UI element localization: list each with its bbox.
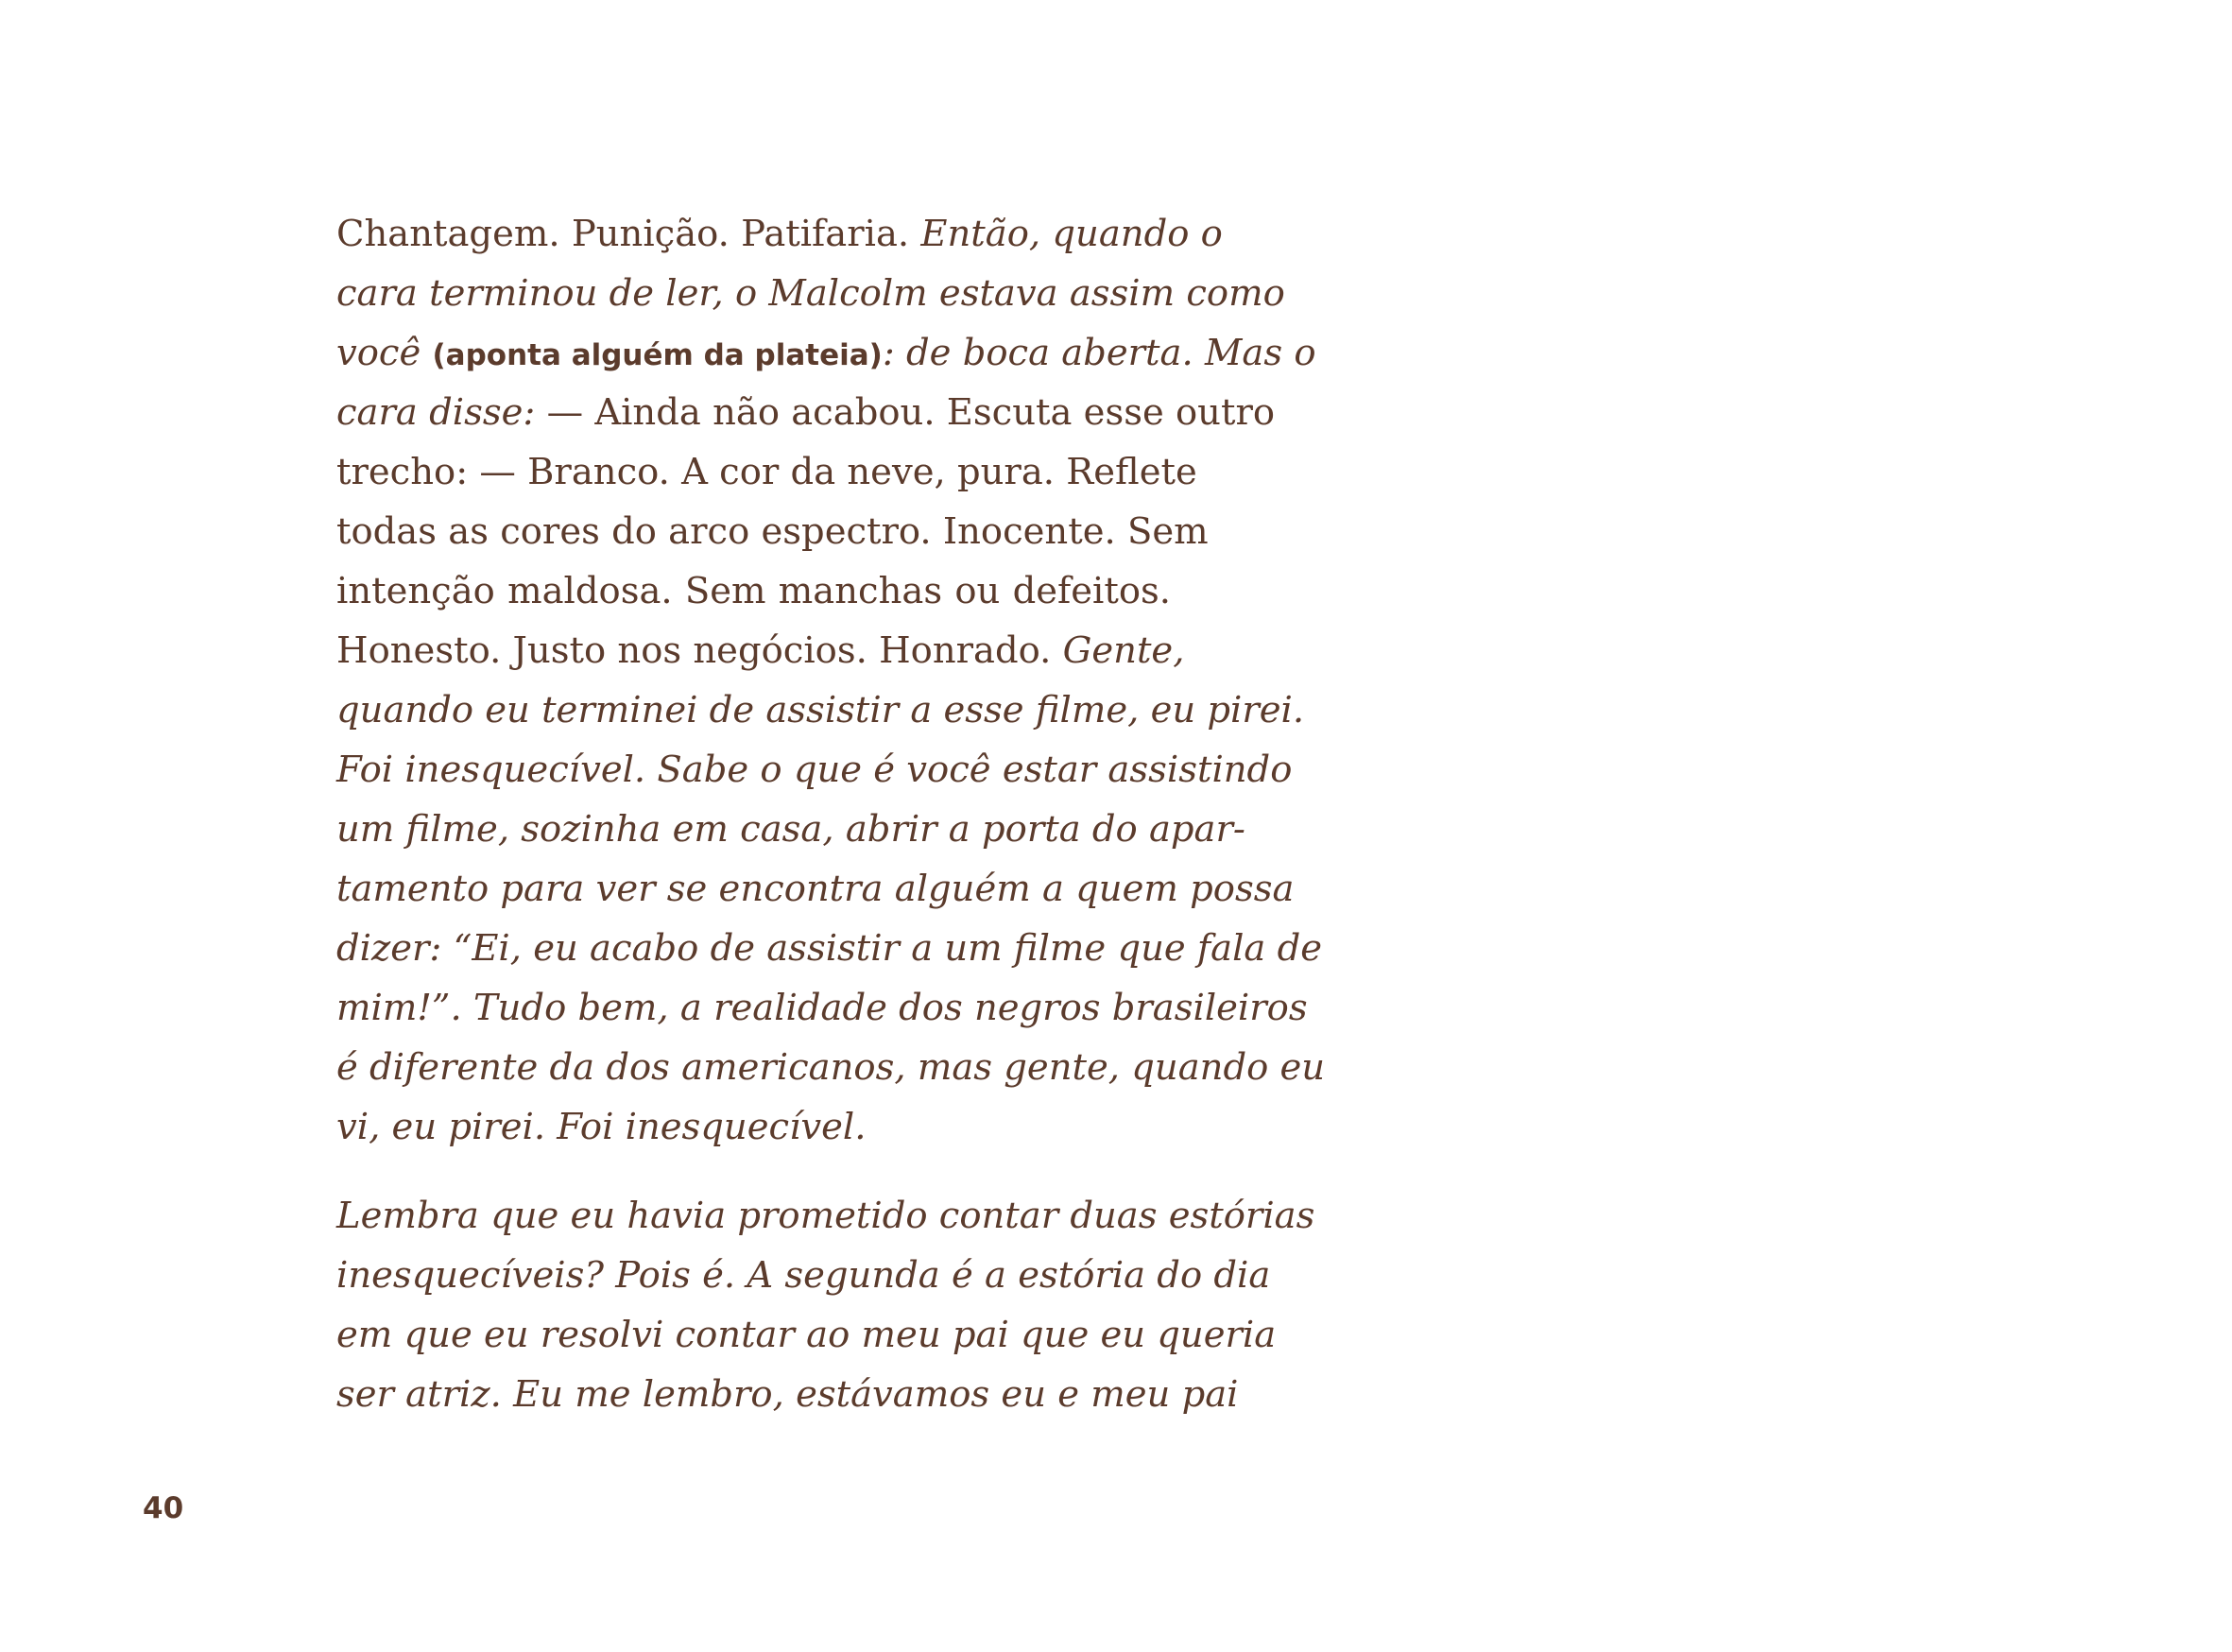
text-italic: inesquecíveis? Pois é. A segunda é a estória do dia [336,1254,1271,1297]
text-line [336,1246,1271,1305]
page-number: 40 [143,1491,184,1525]
text-line [336,1097,1171,1157]
body-text [336,204,1326,1424]
text-roman: Honesto. Justo nos negócios. Honrado. [336,629,1063,672]
text-line [336,1038,1326,1097]
text-line [336,1365,1239,1424]
text-italic: você [336,332,433,374]
text-italic: vi, eu pirei. Foi inesquecível. [336,1106,867,1148]
text-line [336,740,1293,800]
text-line [336,680,1305,740]
text-line [336,442,1197,502]
text-line [336,264,1285,323]
text-line [336,1305,1277,1365]
text-italic: ser atriz. Eu me lembro, estávamos eu e meu pai [336,1373,1239,1416]
stage-direction: (aponta alguém da plateia) [432,338,883,372]
text-italic: Lembra que eu havia prometido contar duas estórias [336,1195,1315,1237]
text-line [336,978,1308,1038]
text-italic: em que eu resolvi contar ao meu pai que eu queria [336,1314,1277,1356]
text-roman: — Ainda não acabou. Escuta esse outro [546,391,1276,434]
text-roman: trecho: — Branco. A cor da neve, pura. Reflete [336,451,1197,493]
paragraph-gap [336,1157,1171,1186]
text-italic: Gente, [1062,629,1185,672]
text-italic: Então, quando o [920,213,1223,255]
text-line [336,1186,1315,1246]
text-roman: Chantagem. Punição. Patifaria. [336,213,921,255]
text-italic: um filme, sozinha em casa, abrir a porta do apar- [336,808,1245,851]
text-line [336,204,1223,264]
text-line [336,800,1245,859]
text-roman: todas as cores do arco espectro. Inocente. Sem [336,510,1209,553]
text-line [336,919,1323,978]
text-line [336,323,1316,383]
text-line [336,621,1185,680]
text-italic: quando eu terminei de assistir a esse filme, eu pirei. [336,689,1305,731]
text-italic: mim!”. Tudo bem, a realidade dos negros brasileiros [336,987,1308,1029]
text-italic: cara terminou de ler, o Malcolm estava assim como [336,272,1285,315]
text-italic: cara disse: [336,391,547,434]
text-line [336,859,1295,919]
text-italic: Foi inesquecível. Sabe o que é você estar assistindo [336,749,1293,791]
text-line [336,561,1171,621]
text-italic: dizer: “Ei, eu acabo de assistir a um filme que fala de [336,927,1323,970]
text-line [336,502,1209,561]
text-line [336,383,1276,442]
text-italic: é diferente da dos americanos, mas gente, quando eu [336,1046,1326,1089]
text-italic: tamento para ver se encontra alguém a quem possa [336,868,1295,910]
text-roman: intenção maldosa. Sem manchas ou defeitos. [336,570,1171,612]
text-italic: : de boca aberta. Mas o [882,332,1316,374]
